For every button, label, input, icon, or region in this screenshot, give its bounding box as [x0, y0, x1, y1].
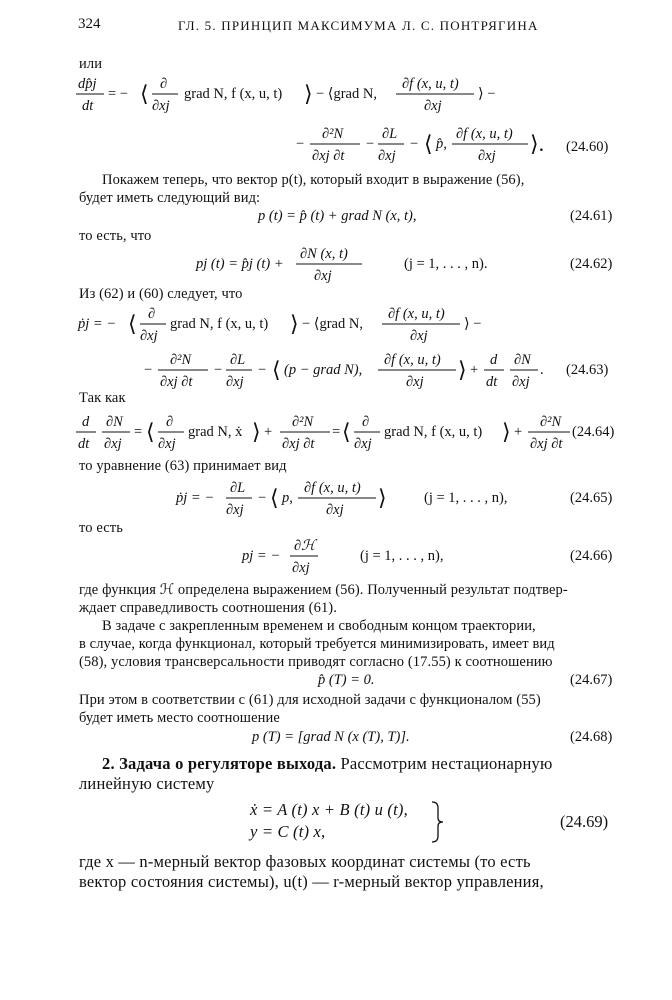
eq63-df-num: ∂f (x, u, t) [388, 306, 445, 322]
svg-text:−: − [258, 490, 267, 506]
eq63-dn-num: ∂N [514, 352, 531, 368]
eq-number-24-61: (24.61) [570, 208, 613, 224]
para3-line2: в случае, когда функционал, который требуется минимизировать, имеет вид [79, 636, 555, 652]
eq66-den: ∂xj [292, 560, 310, 576]
final-line2: вектор состояния системы), u(t) — r-мерный вектор управления, [79, 872, 544, 891]
para4-line1: При этом в соответствии с (61) для исходной задачи с функционалом (55) [79, 692, 541, 708]
svg-text:d: d [82, 414, 90, 430]
section-2-heading [102, 754, 553, 774]
eq69-brace [428, 800, 448, 844]
svg-text:∂xj: ∂xj [226, 502, 244, 518]
eq63-lhs: ṗj = − [78, 316, 117, 332]
section-2-line2: линейную систему [79, 774, 215, 793]
equation-24-65 [170, 474, 550, 524]
svg-text:∂xj: ∂xj [226, 374, 244, 390]
text-iz: Из (62) и (60) следует, что [79, 286, 243, 302]
eq-number-24-67: (24.67) [570, 672, 613, 688]
para1-line2: будет иметь следующий вид: [79, 190, 261, 206]
para2-line1: где функция ℋ определена выражением (56). Полученный результат подтвер- [79, 582, 568, 598]
eq65-p: p, [282, 490, 293, 506]
final-line1: где x — n-мерный вектор фазовых координат системы (то есть [79, 852, 531, 871]
svg-text:=: = [332, 424, 341, 440]
eq63-dn-den: ∂xj [512, 374, 530, 390]
svg-text:⟨: ⟨ [272, 357, 281, 382]
svg-text:=: = [134, 424, 143, 440]
eq60-df2-den: ∂xj [478, 148, 496, 164]
eq66-range: (j = 1, . . . , n), [360, 548, 444, 564]
equation-24-60 [70, 72, 630, 172]
para4-line2: будет иметь место соотношение [79, 710, 280, 726]
eq-number-24-63: (24.63) [566, 362, 609, 378]
equation-24-66 [236, 532, 536, 582]
para1-line1: Покажем теперь, что вектор p(t), который входит в выражение (56), [102, 172, 525, 188]
svg-text:−: − [258, 362, 267, 378]
eq64-grad-f: grad N, f (x, u, t) [384, 424, 483, 440]
svg-text:dt: dt [78, 436, 90, 452]
eq60-rang1: ⟩ [304, 81, 313, 106]
svg-text:∂xj: ∂xj [326, 502, 344, 518]
section-2-title: 2. Задача о регуляторе выхода. [102, 754, 337, 773]
svg-text:−: − [144, 362, 153, 378]
section-2-line1-rest: Рассмотрим нестационарную [340, 754, 553, 773]
svg-text:∂xj: ∂xj [104, 436, 122, 452]
eq60-df2-num: ∂f (x, u, t) [456, 126, 513, 142]
equation-24-67: p̂ (T) = 0. [318, 672, 375, 688]
svg-text:⟩ −: ⟩ − [464, 316, 482, 332]
eq62-num: ∂N (x, t) [300, 246, 348, 262]
eq-number-24-65: (24.65) [570, 490, 613, 506]
eq60-phat: p̂, [436, 136, 447, 152]
eq60-dxj: ∂xj [152, 98, 170, 114]
eq60-rang3: ⟩. [530, 131, 545, 156]
eq60-df-den: ∂xj [424, 98, 442, 114]
svg-text:∂L: ∂L [230, 352, 246, 368]
svg-text:∂xj: ∂xj [406, 374, 424, 390]
eq60-df-num: ∂f (x, u, t) [402, 76, 459, 92]
eq60-minus-grad: − ⟨grad N, [316, 86, 377, 102]
eq66-lhs: pj = − [242, 548, 281, 564]
eq63-pgrad: (p − grad N), [284, 362, 363, 378]
svg-text:∂xj: ∂xj [158, 436, 176, 452]
svg-text:∂²N: ∂²N [170, 352, 192, 368]
eq60-lang1: ⟨ [140, 81, 149, 106]
eq60-lang3: ⟨ [424, 131, 433, 156]
eq-number-24-69: (24.69) [560, 812, 609, 831]
svg-text:.: . [540, 362, 544, 378]
para3-line3: (58), условия трансверсальности приводят согласно (17.55) к соотношению [79, 654, 553, 670]
eq-number-24-64: (24.64) [572, 424, 615, 440]
eq-number-24-60: (24.60) [566, 139, 609, 155]
svg-text:⟩: ⟩ [458, 357, 467, 382]
svg-text:∂xj ∂t: ∂xj ∂t [160, 374, 193, 390]
eq60-dl-num: ∂L [382, 126, 398, 142]
svg-text:+: + [264, 424, 273, 440]
svg-text:⟩: ⟩ [502, 419, 511, 444]
eq60-lhs-den: dt [82, 98, 94, 114]
para3-line1: В задаче с закрепленным временем и свободным концом траектории, [102, 618, 536, 634]
svg-text:∂xj ∂t: ∂xj ∂t [530, 436, 563, 452]
svg-text:∂: ∂ [148, 306, 156, 322]
running-title: ГЛ. 5. ПРИНЦИП МАКСИМУМА Л. С. ПОНТРЯГИНА [178, 18, 539, 33]
eq-number-24-62: (24.62) [570, 256, 613, 272]
eq60-grad-f: grad N, f (x, u, t) [184, 86, 283, 102]
equation-24-62 [190, 240, 550, 290]
page-number: 324 [78, 16, 101, 32]
eq69-line2: y = C (t) x, [250, 822, 326, 841]
svg-text:∂L: ∂L [230, 480, 246, 496]
eq-number-24-66: (24.66) [570, 548, 613, 564]
text-to-uravnenie: то уравнение (63) принимает вид [79, 458, 287, 474]
svg-text:∂²N: ∂²N [292, 414, 314, 430]
eq60-d2n-num: ∂²N [322, 126, 344, 142]
svg-text:∂: ∂ [166, 414, 174, 430]
eq63-d: d [490, 352, 498, 368]
eq62-den: ∂xj [314, 268, 332, 284]
eq62-lhs: pj (t) = p̂j (t) + [196, 256, 284, 272]
svg-text:∂f (x, u, t): ∂f (x, u, t) [384, 352, 441, 368]
svg-text:⟨: ⟨ [270, 485, 279, 510]
svg-text:⟩: ⟩ [252, 419, 261, 444]
equation-24-64 [70, 408, 570, 458]
eq60-minus3: − [410, 136, 419, 152]
svg-text:⟨: ⟨ [146, 419, 155, 444]
svg-text:∂xj: ∂xj [354, 436, 372, 452]
eq63-lang1: ⟨ [128, 311, 137, 336]
eq66-num: ∂ℋ [294, 538, 316, 554]
eq63-df-den: ∂xj [410, 328, 428, 344]
text-tak-kak: Так как [79, 390, 126, 406]
svg-text:⟨: ⟨ [342, 419, 351, 444]
eq60-minus2: − [366, 136, 375, 152]
word-ili: или [79, 56, 103, 72]
svg-text:∂²N: ∂²N [540, 414, 562, 430]
svg-text:∂xj ∂t: ∂xj ∂t [282, 436, 315, 452]
eq60-d: ∂ [160, 76, 168, 92]
eq63-rang1: ⟩ [290, 311, 299, 336]
text-to-est: то есть [79, 520, 123, 536]
svg-text:∂N: ∂N [106, 414, 123, 430]
equation-24-68: p (T) = [grad N (x (T), T)]. [252, 729, 410, 745]
svg-text:∂: ∂ [362, 414, 370, 430]
eq-number-24-68: (24.68) [570, 729, 613, 745]
eq65-range: (j = 1, . . . , n), [424, 490, 508, 506]
eq63-minus-grad: − ⟨grad N, [302, 316, 363, 332]
eq62-range: (j = 1, . . . , n). [404, 256, 488, 272]
eq63-dt: dt [486, 374, 498, 390]
svg-text:−: − [214, 362, 223, 378]
svg-text:+: + [470, 362, 479, 378]
eq60-tail: ⟩ − [478, 86, 496, 102]
svg-text:⟩: ⟩ [378, 485, 387, 510]
eq60-l2-minus: − [296, 136, 305, 152]
eq60-lhs-num: dp̂j [78, 76, 97, 92]
svg-text:∂xj: ∂xj [140, 328, 158, 344]
eq60-d2n-den: ∂xj ∂t [312, 148, 345, 164]
eq69-line1: ẋ = A (t) x + B (t) u (t), [250, 800, 408, 819]
text-to-est-chto: то есть, что [79, 228, 152, 244]
svg-text:∂f (x, u, t): ∂f (x, u, t) [304, 480, 361, 496]
eq65-lhs: ṗj = − [176, 490, 215, 506]
eq60-eq: = − [108, 86, 128, 102]
equation-24-63 [70, 302, 630, 397]
eq63-grad-f: grad N, f (x, u, t) [170, 316, 269, 332]
equation-24-61: p (t) = p̂ (t) + grad N (x, t), [258, 208, 417, 224]
para2-line2: ждает справедливость соотношения (61). [79, 600, 337, 616]
eq64-xdot: grad N, ẋ [188, 424, 243, 440]
eq60-dl-den: ∂xj [378, 148, 396, 164]
svg-text:+: + [514, 424, 523, 440]
